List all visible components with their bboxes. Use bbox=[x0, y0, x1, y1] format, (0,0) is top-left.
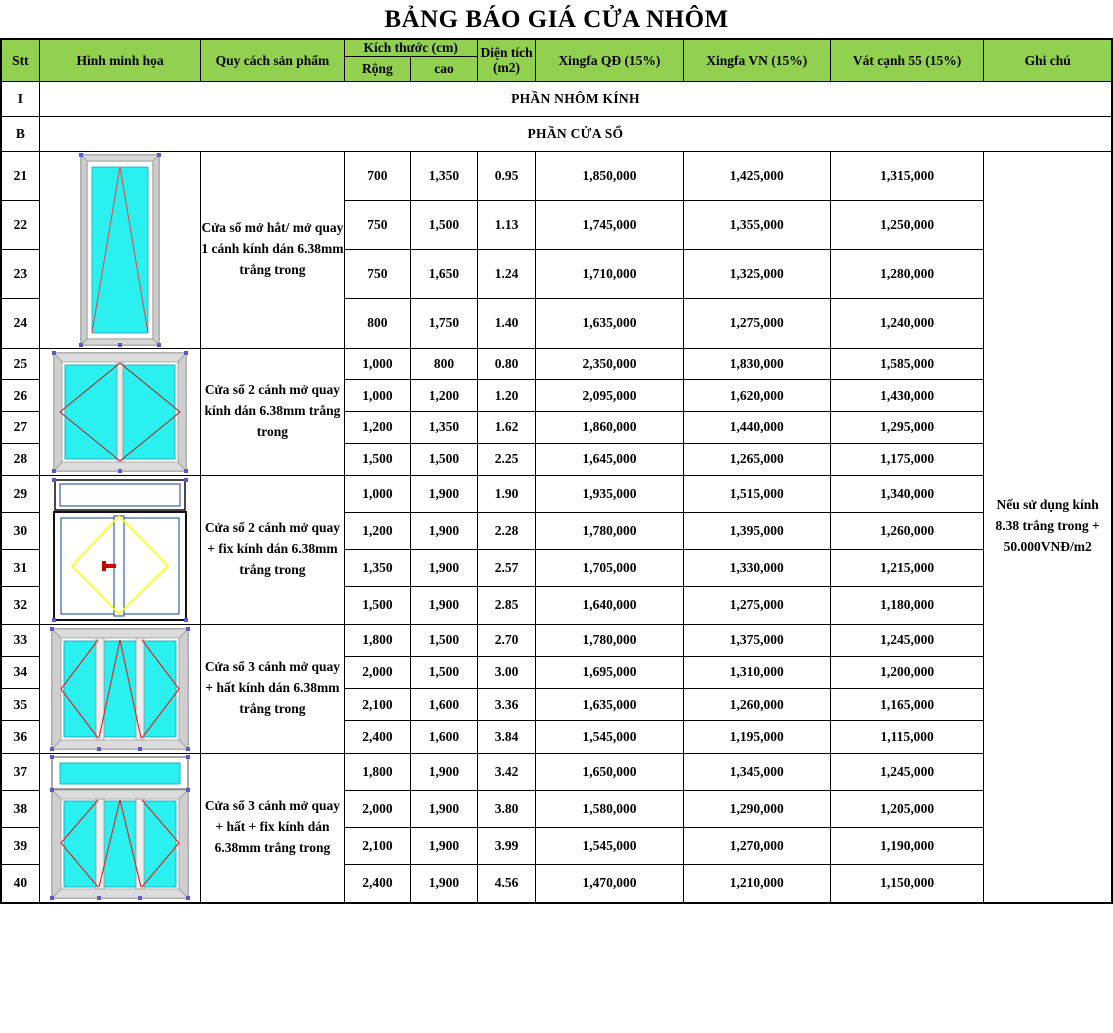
row-price-vat-canh: 1,585,000 bbox=[830, 348, 983, 380]
row-area: 3.42 bbox=[477, 753, 536, 790]
row-width: 1,200 bbox=[344, 512, 411, 549]
row-price-xingfa-qd: 1,545,000 bbox=[536, 721, 683, 753]
row-area: 2.70 bbox=[477, 624, 536, 656]
row-stt: 27 bbox=[1, 412, 39, 444]
header-price-xingfa-vn: Xingfa VN (15%) bbox=[683, 39, 830, 81]
row-price-xingfa-vn: 1,375,000 bbox=[683, 624, 830, 656]
row-width: 1,500 bbox=[344, 443, 411, 475]
product-spec: Cửa sổ 2 cánh mở quay + fix kính dán 6.38mm trắng trong bbox=[201, 475, 344, 624]
row-price-xingfa-vn: 1,395,000 bbox=[683, 512, 830, 549]
table-row bbox=[1, 753, 1112, 790]
table-row bbox=[1, 348, 1112, 380]
row-price-xingfa-vn: 1,440,000 bbox=[683, 412, 830, 444]
row-width: 1,000 bbox=[344, 475, 411, 512]
row-height: 1,900 bbox=[411, 550, 478, 587]
row-width: 2,100 bbox=[344, 827, 411, 864]
table-row bbox=[1, 475, 1112, 512]
header-size-group: Kích thước (cm) bbox=[344, 39, 477, 56]
row-width: 1,500 bbox=[344, 587, 411, 624]
header-image: Hình minh họa bbox=[39, 39, 200, 81]
row-price-vat-canh: 1,200,000 bbox=[830, 656, 983, 688]
row-height: 1,900 bbox=[411, 753, 478, 790]
row-height: 1,650 bbox=[411, 250, 478, 299]
row-height: 1,900 bbox=[411, 827, 478, 864]
row-width: 1,350 bbox=[344, 550, 411, 587]
table-body bbox=[1, 81, 1112, 903]
window-three-sash-icon bbox=[40, 625, 200, 753]
row-price-xingfa-qd: 1,650,000 bbox=[536, 753, 683, 790]
row-height: 1,350 bbox=[411, 151, 478, 200]
row-area: 2.28 bbox=[477, 512, 536, 549]
product-spec: Cửa sổ mở hắt/ mở quay 1 cánh kính dán 6.38mm trắng trong bbox=[201, 151, 344, 348]
row-width: 1,000 bbox=[344, 380, 411, 412]
product-spec: Cửa sổ 2 cánh mở quay kính dán 6.38mm trắng trong bbox=[201, 348, 344, 475]
header-height: cao bbox=[411, 56, 478, 81]
row-height: 1,200 bbox=[411, 380, 478, 412]
header-spec: Quy cách sản phẩm bbox=[201, 39, 344, 81]
row-area: 1.24 bbox=[477, 250, 536, 299]
row-area: 1.62 bbox=[477, 412, 536, 444]
row-area: 3.80 bbox=[477, 790, 536, 827]
row-height: 1,900 bbox=[411, 512, 478, 549]
row-price-xingfa-qd: 1,780,000 bbox=[536, 512, 683, 549]
header-price-xingfa-qd: Xingfa QĐ (15%) bbox=[536, 39, 683, 81]
row-width: 2,000 bbox=[344, 790, 411, 827]
row-stt: 33 bbox=[1, 624, 39, 656]
header-stt: Stt bbox=[1, 39, 39, 81]
row-area: 3.00 bbox=[477, 656, 536, 688]
header-area: Diện tích (m2) bbox=[477, 39, 536, 81]
section-title-nhom-kinh: PHẦN NHÔM KÍNH bbox=[39, 81, 1112, 116]
row-price-xingfa-vn: 1,195,000 bbox=[683, 721, 830, 753]
product-illustration-cell bbox=[39, 151, 200, 348]
row-width: 750 bbox=[344, 250, 411, 299]
row-height: 1,900 bbox=[411, 790, 478, 827]
row-stt: 35 bbox=[1, 689, 39, 721]
row-price-vat-canh: 1,280,000 bbox=[830, 250, 983, 299]
table-header bbox=[1, 39, 1112, 81]
row-stt: 26 bbox=[1, 380, 39, 412]
row-stt: 30 bbox=[1, 512, 39, 549]
row-width: 2,400 bbox=[344, 721, 411, 753]
row-price-vat-canh: 1,240,000 bbox=[830, 299, 983, 348]
row-price-xingfa-qd: 1,635,000 bbox=[536, 299, 683, 348]
product-illustration-cell bbox=[39, 475, 200, 624]
product-spec: Cửa sổ 3 cánh mở quay + hất + fix kính dán 6.38mm trắng trong bbox=[201, 753, 344, 903]
row-stt: 34 bbox=[1, 656, 39, 688]
row-price-xingfa-vn: 1,355,000 bbox=[683, 200, 830, 249]
row-width: 750 bbox=[344, 200, 411, 249]
row-price-vat-canh: 1,175,000 bbox=[830, 443, 983, 475]
row-height: 1,500 bbox=[411, 656, 478, 688]
row-stt: 32 bbox=[1, 587, 39, 624]
row-price-xingfa-qd: 1,705,000 bbox=[536, 550, 683, 587]
row-width: 1,000 bbox=[344, 348, 411, 380]
row-width: 2,400 bbox=[344, 864, 411, 902]
header-row-1 bbox=[1, 39, 1112, 56]
row-width: 2,000 bbox=[344, 656, 411, 688]
row-area: 1.20 bbox=[477, 380, 536, 412]
row-stt: 37 bbox=[1, 753, 39, 790]
row-price-xingfa-vn: 1,210,000 bbox=[683, 864, 830, 902]
row-price-xingfa-qd: 1,850,000 bbox=[536, 151, 683, 200]
row-price-xingfa-qd: 1,580,000 bbox=[536, 790, 683, 827]
row-price-xingfa-qd: 1,935,000 bbox=[536, 475, 683, 512]
row-height: 1,500 bbox=[411, 200, 478, 249]
row-stt: 22 bbox=[1, 200, 39, 249]
row-stt: 40 bbox=[1, 864, 39, 902]
section-row-nhom-kinh bbox=[1, 81, 1112, 116]
row-width: 700 bbox=[344, 151, 411, 200]
product-illustration-cell bbox=[39, 348, 200, 475]
row-price-vat-canh: 1,205,000 bbox=[830, 790, 983, 827]
row-height: 1,600 bbox=[411, 689, 478, 721]
window-two-sash-icon bbox=[40, 349, 200, 475]
row-stt: 31 bbox=[1, 550, 39, 587]
section-row-cua-so bbox=[1, 116, 1112, 151]
row-area: 3.99 bbox=[477, 827, 536, 864]
row-area: 2.25 bbox=[477, 443, 536, 475]
row-height: 1,500 bbox=[411, 624, 478, 656]
row-price-xingfa-qd: 1,645,000 bbox=[536, 443, 683, 475]
row-price-xingfa-vn: 1,265,000 bbox=[683, 443, 830, 475]
row-area: 0.80 bbox=[477, 348, 536, 380]
row-area: 3.36 bbox=[477, 689, 536, 721]
row-stt: 38 bbox=[1, 790, 39, 827]
row-price-xingfa-qd: 1,545,000 bbox=[536, 827, 683, 864]
product-spec: Cửa sổ 3 cánh mở quay + hất kính dán 6.38mm trắng trong bbox=[201, 624, 344, 753]
product-illustration-cell bbox=[39, 624, 200, 753]
row-price-xingfa-vn: 1,260,000 bbox=[683, 689, 830, 721]
product-illustration-cell bbox=[39, 753, 200, 903]
row-stt: 25 bbox=[1, 348, 39, 380]
header-price-vat-canh: Vát cạnh 55 (15%) bbox=[830, 39, 983, 81]
row-height: 800 bbox=[411, 348, 478, 380]
row-stt: 23 bbox=[1, 250, 39, 299]
row-width: 1,800 bbox=[344, 753, 411, 790]
row-price-vat-canh: 1,150,000 bbox=[830, 864, 983, 902]
row-price-vat-canh: 1,245,000 bbox=[830, 624, 983, 656]
row-height: 1,600 bbox=[411, 721, 478, 753]
row-area: 1.90 bbox=[477, 475, 536, 512]
row-price-vat-canh: 1,245,000 bbox=[830, 753, 983, 790]
row-price-vat-canh: 1,260,000 bbox=[830, 512, 983, 549]
window-two-sash-fix-icon bbox=[40, 476, 200, 624]
row-stt: 39 bbox=[1, 827, 39, 864]
row-area: 4.56 bbox=[477, 864, 536, 902]
note-cell: Nếu sử dụng kính 8.38 trắng trong + 50.000VNĐ/m2 bbox=[984, 151, 1112, 903]
row-width: 1,800 bbox=[344, 624, 411, 656]
row-area: 0.95 bbox=[477, 151, 536, 200]
header-width: Rộng bbox=[344, 56, 411, 81]
row-width: 800 bbox=[344, 299, 411, 348]
row-price-xingfa-vn: 1,275,000 bbox=[683, 299, 830, 348]
row-stt: 21 bbox=[1, 151, 39, 200]
row-price-vat-canh: 1,250,000 bbox=[830, 200, 983, 249]
row-price-xingfa-vn: 1,425,000 bbox=[683, 151, 830, 200]
row-price-xingfa-vn: 1,310,000 bbox=[683, 656, 830, 688]
row-area: 2.57 bbox=[477, 550, 536, 587]
row-height: 1,500 bbox=[411, 443, 478, 475]
row-price-xingfa-vn: 1,290,000 bbox=[683, 790, 830, 827]
row-price-xingfa-qd: 1,640,000 bbox=[536, 587, 683, 624]
price-table bbox=[0, 38, 1113, 904]
row-price-vat-canh: 1,115,000 bbox=[830, 721, 983, 753]
row-price-xingfa-qd: 2,350,000 bbox=[536, 348, 683, 380]
row-price-xingfa-vn: 1,325,000 bbox=[683, 250, 830, 299]
row-price-vat-canh: 1,165,000 bbox=[830, 689, 983, 721]
row-price-vat-canh: 1,430,000 bbox=[830, 380, 983, 412]
row-stt: 36 bbox=[1, 721, 39, 753]
row-stt: 24 bbox=[1, 299, 39, 348]
row-price-vat-canh: 1,190,000 bbox=[830, 827, 983, 864]
row-area: 3.84 bbox=[477, 721, 536, 753]
row-height: 1,900 bbox=[411, 587, 478, 624]
row-price-xingfa-vn: 1,275,000 bbox=[683, 587, 830, 624]
row-price-vat-canh: 1,180,000 bbox=[830, 587, 983, 624]
row-price-vat-canh: 1,295,000 bbox=[830, 412, 983, 444]
row-price-vat-canh: 1,315,000 bbox=[830, 151, 983, 200]
row-height: 1,900 bbox=[411, 864, 478, 902]
row-width: 1,200 bbox=[344, 412, 411, 444]
row-height: 1,350 bbox=[411, 412, 478, 444]
row-price-xingfa-vn: 1,830,000 bbox=[683, 348, 830, 380]
page-title: BẢNG BÁO GIÁ CỬA NHÔM bbox=[384, 5, 729, 33]
section-label-B: B bbox=[1, 116, 39, 151]
row-stt: 28 bbox=[1, 443, 39, 475]
row-price-xingfa-qd: 2,095,000 bbox=[536, 380, 683, 412]
window-single-casement-icon bbox=[40, 152, 200, 348]
row-price-xingfa-vn: 1,330,000 bbox=[683, 550, 830, 587]
section-title-cua-so: PHẦN CỬA SỔ bbox=[39, 116, 1112, 151]
row-height: 1,900 bbox=[411, 475, 478, 512]
row-width: 2,100 bbox=[344, 689, 411, 721]
row-price-xingfa-vn: 1,270,000 bbox=[683, 827, 830, 864]
row-price-vat-canh: 1,340,000 bbox=[830, 475, 983, 512]
section-label-I: I bbox=[1, 81, 39, 116]
row-price-xingfa-vn: 1,515,000 bbox=[683, 475, 830, 512]
row-price-xingfa-qd: 1,710,000 bbox=[536, 250, 683, 299]
row-height: 1,750 bbox=[411, 299, 478, 348]
row-stt: 29 bbox=[1, 475, 39, 512]
row-area: 1.40 bbox=[477, 299, 536, 348]
row-price-xingfa-qd: 1,470,000 bbox=[536, 864, 683, 902]
row-price-xingfa-qd: 1,695,000 bbox=[536, 656, 683, 688]
row-price-vat-canh: 1,215,000 bbox=[830, 550, 983, 587]
document-title-bar bbox=[0, 0, 1113, 38]
header-note: Ghi chú bbox=[984, 39, 1112, 81]
row-area: 2.85 bbox=[477, 587, 536, 624]
window-three-sash-fix-icon bbox=[40, 754, 200, 902]
row-price-xingfa-qd: 1,635,000 bbox=[536, 689, 683, 721]
row-price-xingfa-vn: 1,620,000 bbox=[683, 380, 830, 412]
table-row bbox=[1, 151, 1112, 200]
row-price-xingfa-qd: 1,860,000 bbox=[536, 412, 683, 444]
row-price-xingfa-qd: 1,745,000 bbox=[536, 200, 683, 249]
row-price-xingfa-vn: 1,345,000 bbox=[683, 753, 830, 790]
row-area: 1.13 bbox=[477, 200, 536, 249]
table-row bbox=[1, 624, 1112, 656]
row-price-xingfa-qd: 1,780,000 bbox=[536, 624, 683, 656]
